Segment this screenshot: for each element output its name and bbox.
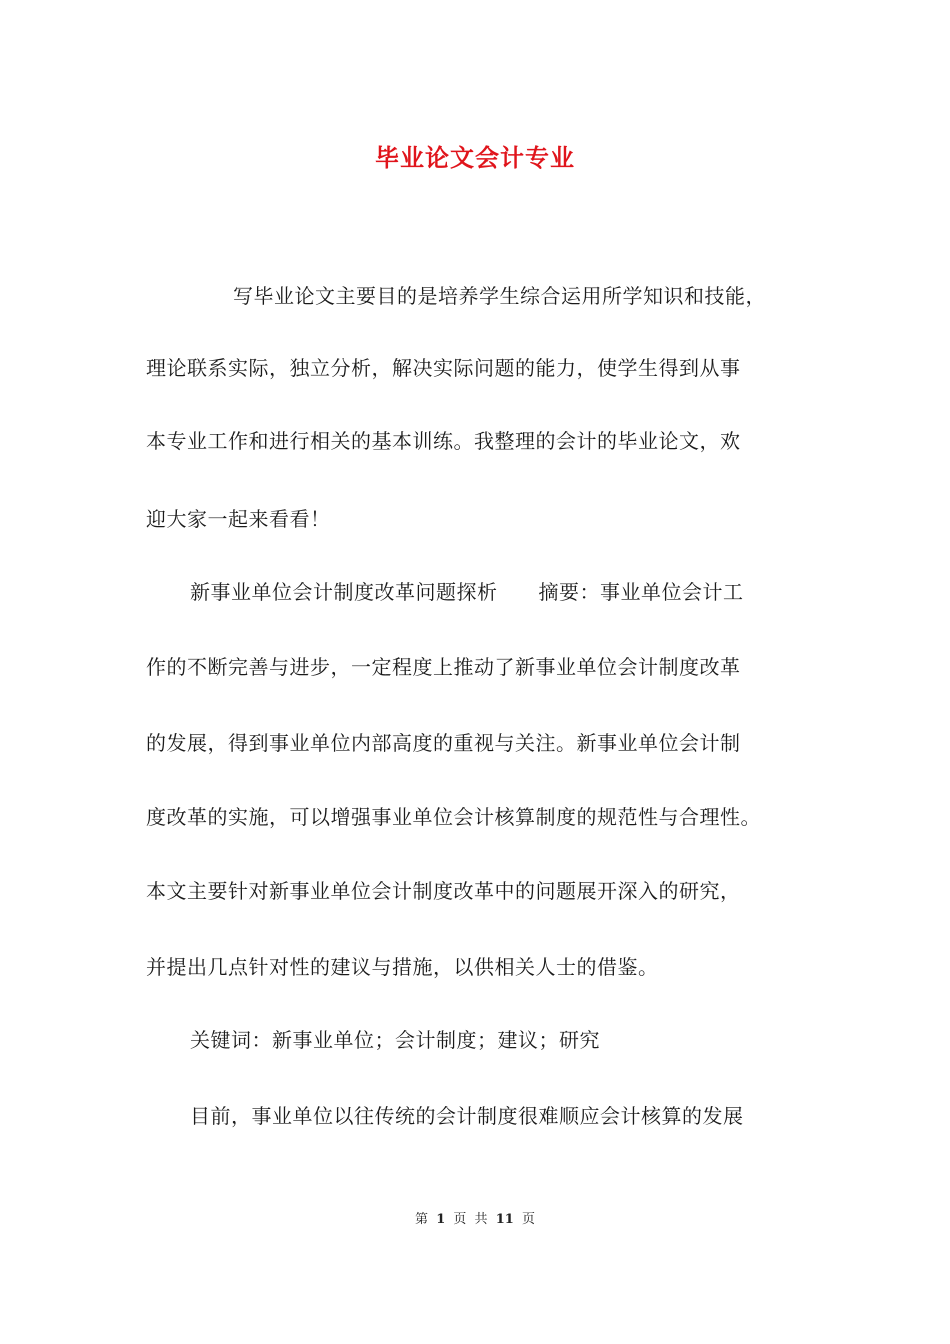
paragraph-line: 关键词：新事业单位；会计制度；建议；研究 [190,1028,600,1052]
footer-page-label: 页 [453,1212,467,1227]
total-pages-number: 11 [495,1212,514,1227]
current-page-number: 1 [436,1212,446,1227]
footer-suffix: 页 [521,1212,535,1227]
paragraph-line: 度改革的实施，可以增强事业单位会计核算制度的规范性与合理性。 [146,805,761,829]
paragraph-line: 新事业单位会计制度改革问题探析 摘要：事业单位会计工 [190,580,744,604]
footer-total-label: 共 [474,1212,488,1227]
footer-prefix: 第 [415,1212,429,1227]
paragraph-line: 并提出几点针对性的建议与措施，以供相关人士的借鉴。 [146,955,659,979]
paragraph-line: 作的不断完善与进步，一定程度上推动了新事业单位会计制度改革 [146,655,741,679]
paragraph-line: 本专业工作和进行相关的基本训练。我整理的会计的毕业论文，欢 [146,429,741,453]
document-title: 毕业论文会计专业 [375,143,575,172]
paragraph-line: 本文主要针对新事业单位会计制度改革中的问题展开深入的研究， [146,879,741,903]
paragraph-line: 写毕业论文主要目的是培养学生综合运用所学知识和技能， [233,284,766,308]
paragraph-line: 目前，事业单位以往传统的会计制度很难顺应会计核算的发展 [190,1104,744,1128]
paragraph-line: 的发展，得到事业单位内部高度的重视与关注。新事业单位会计制 [146,731,741,755]
paragraph-line: 理论联系实际，独立分析，解决实际问题的能力，使学生得到从事 [146,356,741,380]
paragraph-line: 迎大家一起来看看！ [146,507,331,531]
page-footer [0,1208,950,1227]
